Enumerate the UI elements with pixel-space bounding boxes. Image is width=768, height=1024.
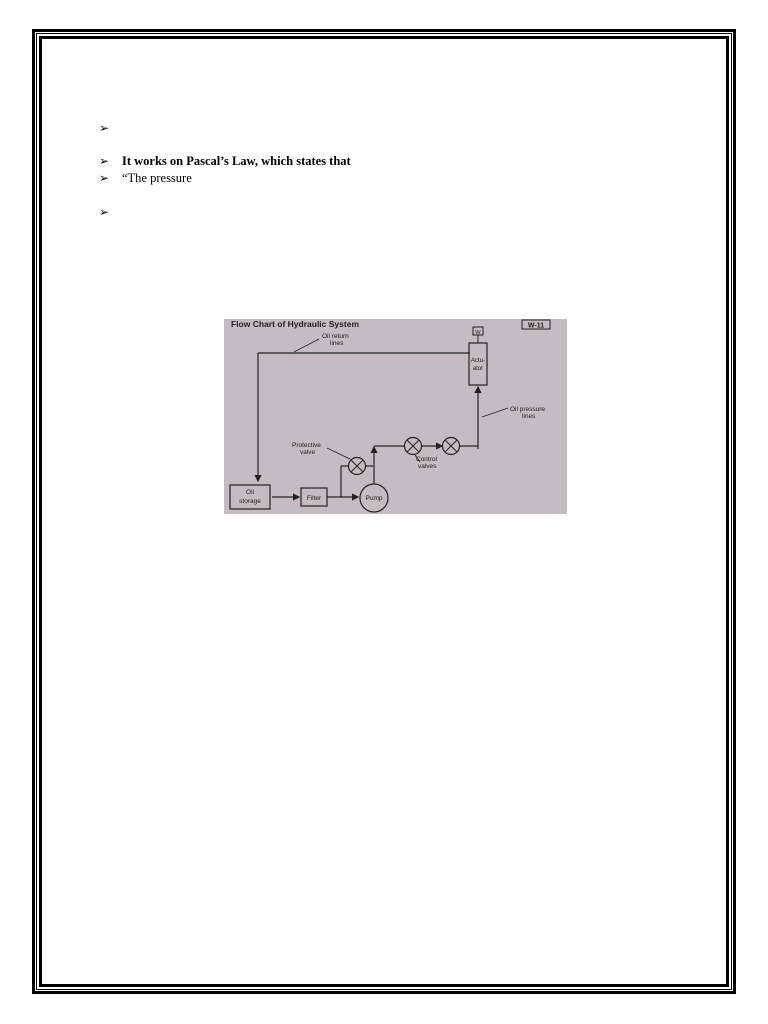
oil-pressure-leader — [482, 408, 508, 417]
bullet-text-2: It works on Pascal’s Law, which states that — [122, 154, 351, 168]
hydraulic-flow-chart-figure — [224, 319, 567, 514]
actuator-label-1: Actu- — [470, 358, 486, 364]
oil-storage-label-2: storage — [239, 498, 261, 505]
bullet-arrow-icon: ➢ — [99, 205, 110, 219]
control-valves-label-1: Control — [416, 456, 437, 463]
bullet-arrow-icon: ➢ — [99, 171, 110, 185]
actuator-label-2: ator — [472, 366, 484, 372]
protective-valve-label-2: valve — [300, 449, 316, 456]
control-valves-label-2: valves — [418, 463, 437, 470]
protective-valve-leader — [327, 448, 350, 459]
load-label: W — [475, 330, 481, 336]
protective-valve-label-1: Protective — [292, 442, 321, 449]
actuator-box — [469, 343, 487, 385]
oil-return-leader — [294, 339, 319, 352]
bullet-text-3: “The pressure — [122, 171, 192, 185]
pump-label: Pump — [365, 495, 383, 502]
oil-pressure-label-1: Oil pressure — [510, 406, 546, 413]
flow-chart-diagram — [224, 319, 567, 514]
figure-title: Flow Chart of Hydraulic System — [231, 319, 359, 329]
protective-valve-icon — [349, 458, 366, 475]
control-valve-2-icon — [443, 438, 460, 455]
figure-code: W-11 — [527, 322, 545, 330]
oil-storage-label-1: Oil — [246, 489, 254, 496]
oil-pressure-label-2: lines — [522, 413, 536, 420]
filter-label: Filter — [306, 495, 322, 502]
bullet-arrow-icon: ➢ — [99, 154, 110, 168]
oil-return-label-1: Oil return — [322, 333, 349, 340]
control-valve-1-icon — [405, 438, 422, 455]
bullet-arrow-icon: ➢ — [99, 121, 110, 135]
oil-return-label-2: lines — [330, 340, 344, 347]
